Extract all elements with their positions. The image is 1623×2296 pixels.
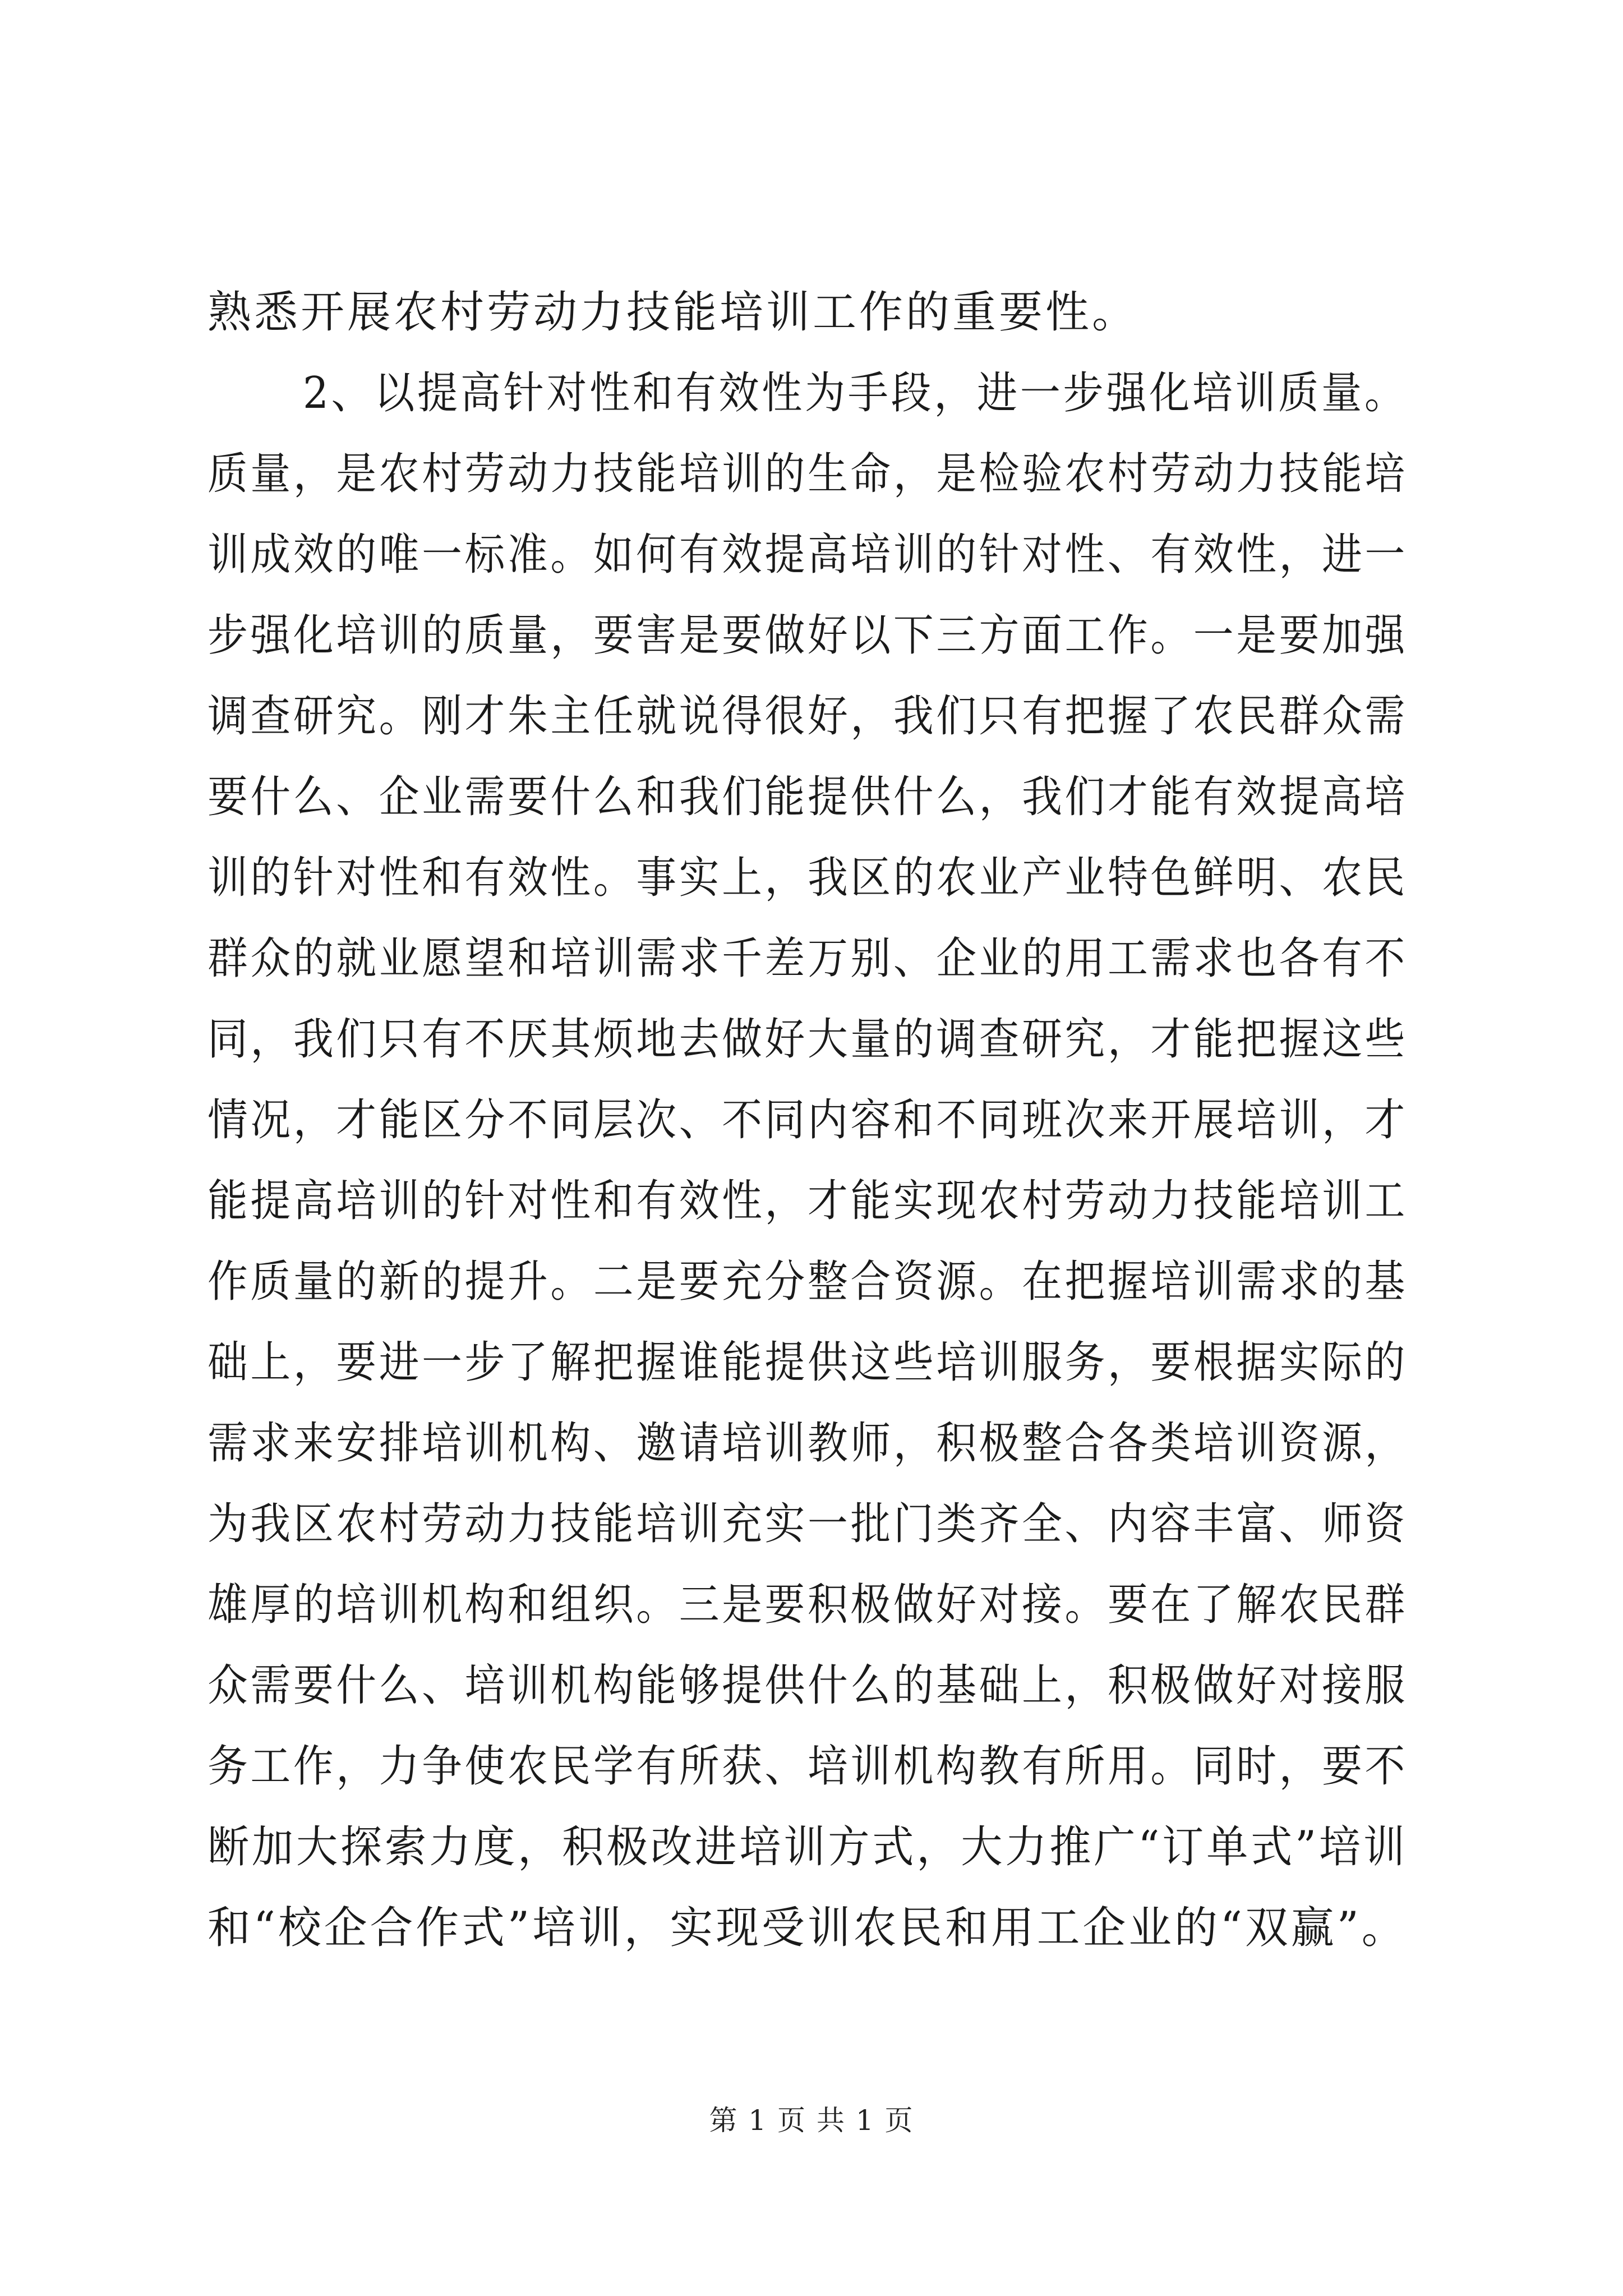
text-line-7: 要什么、企业需要什么和我们能提供什么，我们才能有效提高培 xyxy=(208,772,1408,822)
text-line-16: 为我区农村劳动力技能培训充实一批门类齐全、内容丰富、师资 xyxy=(208,1499,1408,1549)
text-line-8: 训的针对性和有效性。事实上，我区的农业产业特色鲜明、农民 xyxy=(208,853,1408,903)
text-line-17: 雄厚的培训机构和组织。三是要积极做好对接。要在了解农民群 xyxy=(208,1580,1408,1630)
text-line-14: 础上，要进一步了解把握谁能提供这些培训服务，要根据实际的 xyxy=(208,1337,1408,1388)
text-line-12: 能提高培训的针对性和有效性，才能实现农村劳动力技能培训工 xyxy=(208,1176,1408,1226)
text-line-21: 和“校企合作式”培训，实现受训农民和用工企业的“双赢”。 xyxy=(208,1903,1408,1953)
text-line-9: 群众的就业愿望和培训需求千差万别、企业的用工需求也各有不 xyxy=(208,933,1408,984)
text-line-6: 调查研究。刚才朱主任就说得很好，我们只有把握了农民群众需 xyxy=(208,691,1408,742)
text-line-15: 需求来安排培训机构、邀请培训教师，积极整合各类培训资源， xyxy=(208,1418,1408,1469)
text-line-19: 务工作，力争使农民学有所获、培训机构教有所用。同时，要不 xyxy=(208,1741,1408,1792)
text-line-5: 步强化培训的质量，要害是要做好以下三方面工作。一是要加强 xyxy=(208,610,1408,661)
text-line-10: 同，我们只有不厌其烦地去做好大量的调查研究，才能把握这些 xyxy=(208,1014,1408,1065)
text-line-20: 断加大探索力度，积极改进培训方式，大力推广“订单式”培训 xyxy=(208,1822,1408,1872)
text-line-13: 作质量的新的提升。二是要充分整合资源。在把握培训需求的基 xyxy=(208,1257,1408,1307)
text-line-18: 众需要什么、培训机构能够提供什么的基础上，积极做好对接服 xyxy=(208,1660,1408,1711)
text-line-2: 2、以提高针对性和有效性为手段，进一步强化培训质量。 xyxy=(303,368,1408,418)
text-line-11: 情况，才能区分不同层次、不同内容和不同班次来开展培训，才 xyxy=(208,1095,1408,1145)
text-line-3: 质量，是农村劳动力技能培训的生命，是检验农村劳动力技能培 xyxy=(208,449,1408,499)
page-footer: 第 1 页 共 1 页 xyxy=(709,2104,914,2137)
text-line-1: 熟悉开展农村劳动力技能培训工作的重要性。 xyxy=(208,287,1139,338)
text-line-4: 训成效的唯一标准。如何有效提高培训的针对性、有效性，进一 xyxy=(208,530,1408,580)
